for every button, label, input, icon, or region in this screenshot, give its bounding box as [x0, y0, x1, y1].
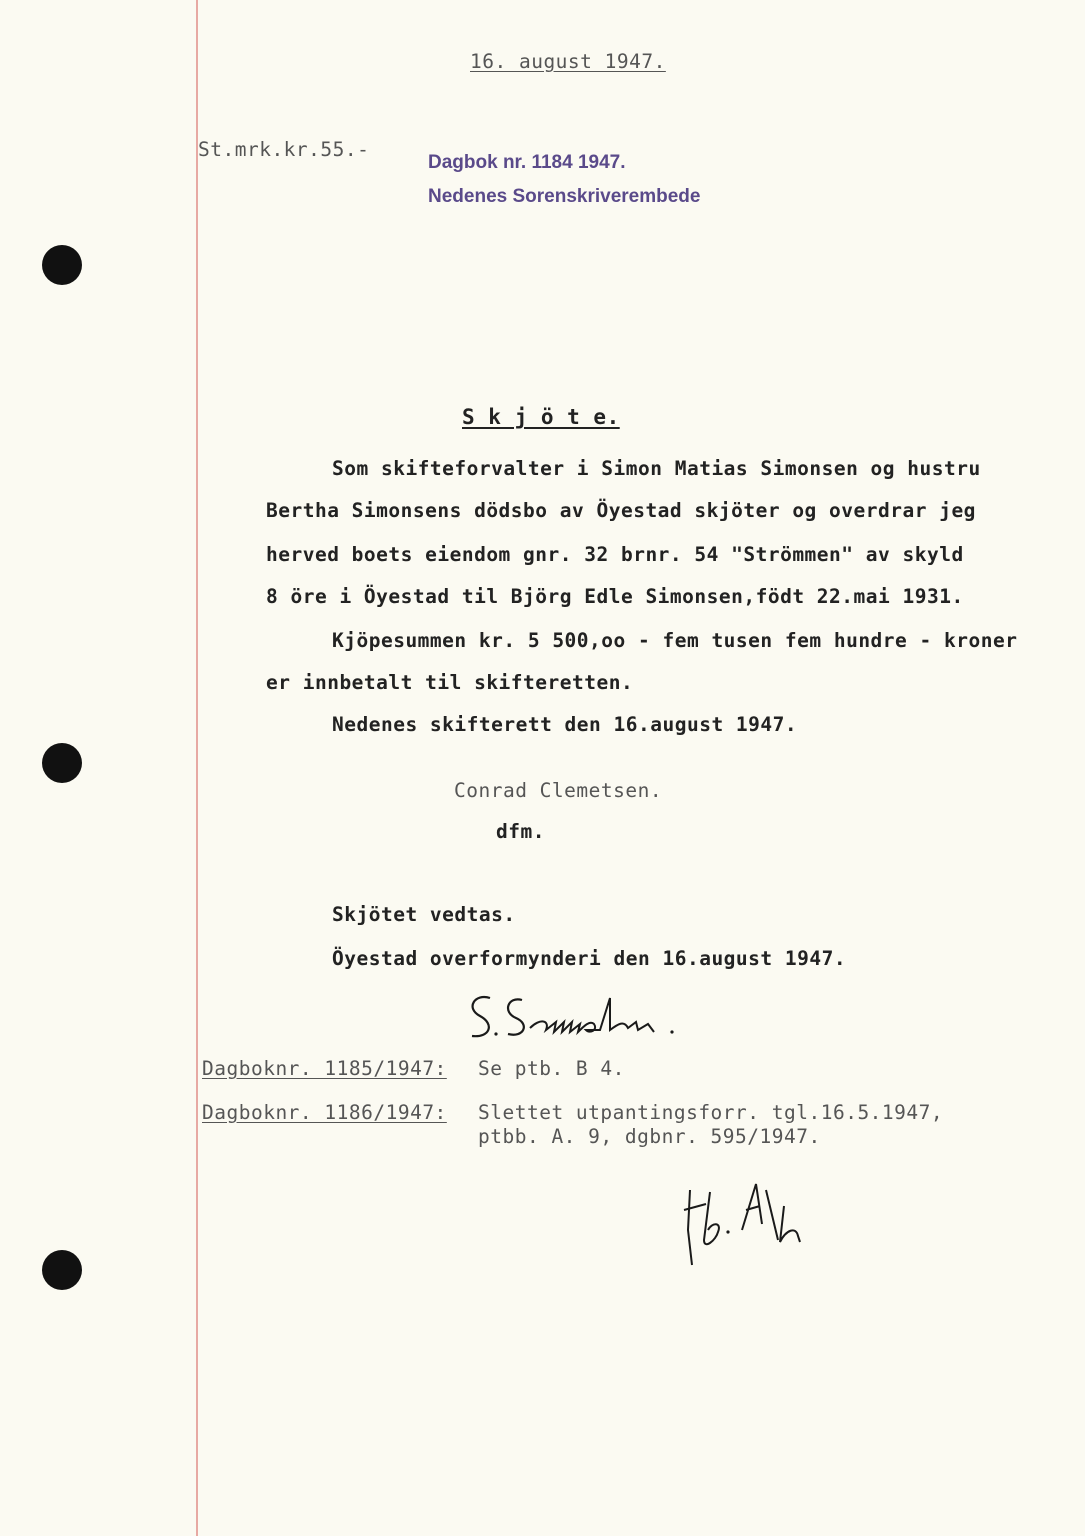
- registry-stamp-line2: Nedenes Sorenskriverembede: [428, 186, 701, 207]
- entry-text-1186: Slettet utpantingsforr. tgl.16.5.1947,: [478, 1101, 944, 1124]
- body-line-3: herved boets eiendom gnr. 32 brnr. 54 "Strömmen" av skyld: [266, 543, 964, 566]
- stamp-duty: St.mrk.kr.55.-: [198, 138, 370, 161]
- body-line-1: Som skifteforvalter i Simon Matias Simonsen og hustru: [332, 457, 981, 480]
- approval-line-2: Öyestad overformynderi den 16.august 1947.: [332, 947, 847, 970]
- body-line-5: Kjöpesummen kr. 5 500,oo - fem tusen fem hundre - kroner: [332, 629, 1018, 652]
- entry-label-1185: Dagboknr. 1185/1947:: [202, 1057, 447, 1080]
- body-line-4: 8 öre i Öyestad til Björg Edle Simonsen,födt 22.mai 1931.: [266, 585, 964, 608]
- registry-stamp-line1: Dagbok nr. 1184 1947.: [428, 152, 626, 173]
- punch-hole: [42, 1250, 82, 1290]
- body-line-2: Bertha Simonsens dödsbo av Öyestad skjöter og overdrar jeg: [266, 499, 976, 522]
- handwritten-signature: [460, 978, 700, 1048]
- margin-line: [196, 0, 198, 1536]
- entry-label-1186: Dagboknr. 1186/1947:: [202, 1101, 447, 1124]
- body-line-7: Nedenes skifterett den 16.august 1947.: [332, 713, 798, 736]
- body-line-6: er innbetalt til skifteretten.: [266, 671, 634, 694]
- header-date: 16. august 1947.: [470, 50, 666, 73]
- signer-title: dfm.: [496, 820, 545, 843]
- punch-hole: [42, 245, 82, 285]
- document-title: S k j ö t e.: [462, 405, 620, 429]
- entry-text-1186-cont: ptbb. A. 9, dgbnr. 595/1947.: [478, 1125, 821, 1148]
- punch-hole: [42, 743, 82, 783]
- signer-name: Conrad Clemetsen.: [454, 779, 663, 802]
- approval-line-1: Skjötet vedtas.: [332, 903, 516, 926]
- entry-text-1185: Se ptb. B 4.: [478, 1057, 625, 1080]
- handwritten-initials: [670, 1170, 810, 1270]
